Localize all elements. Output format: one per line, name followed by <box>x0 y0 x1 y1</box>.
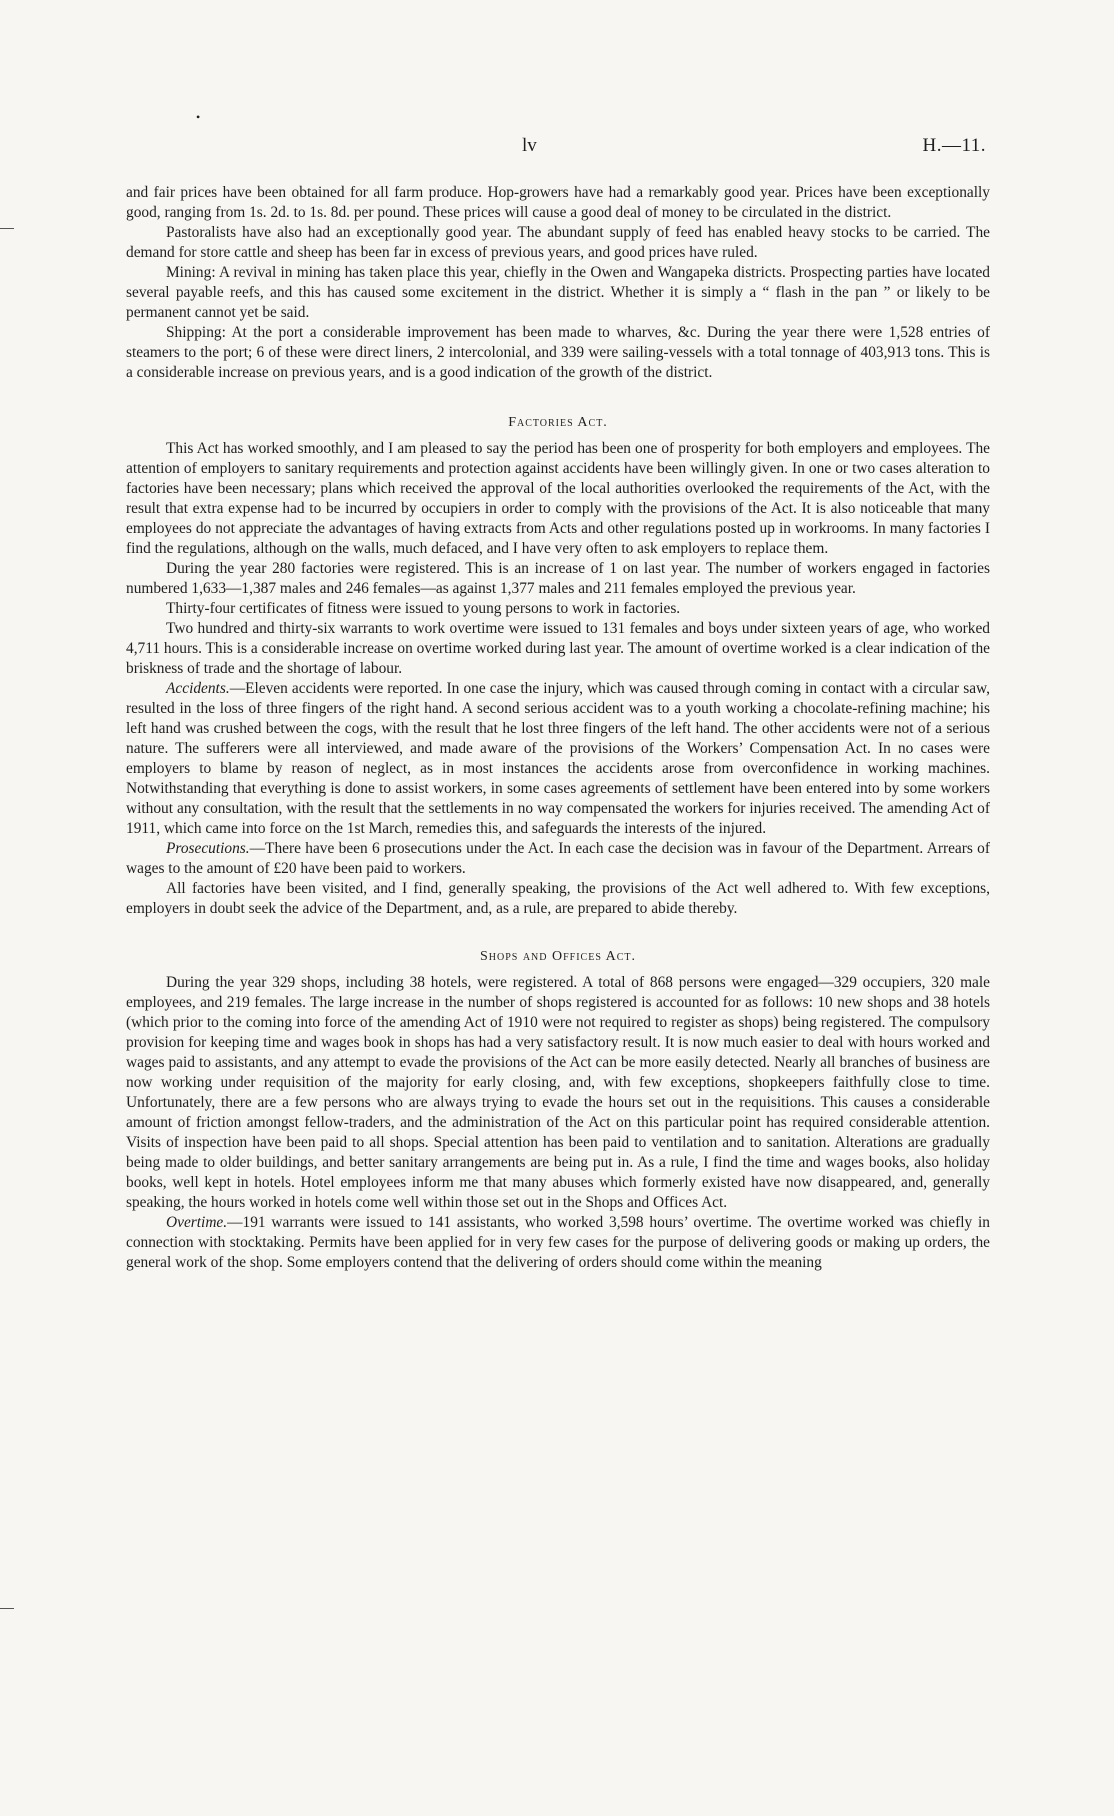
intro-paragraph-mining: Mining: A revival in mining has taken place this year, chiefly in the Owen and Wangapeka districts. Prospecting parties have located several payable reefs, and this has caused some excitement in the district. Whether it is simply a “ flash in the pan ” or likely to be permanent cannot yet be said. <box>126 264 990 321</box>
overtime-text: —191 warrants were issued to 141 assistants, who worked 3,598 hours’ overtime. The overtime worked was chiefly in connection with stocktaking. Permits have been applied for in very few cases for the purpose of delivering goods or making up orders, the general work of the shop. Some employers contend that the delivering of orders should come within the meaning <box>126 1214 990 1271</box>
shops-paragraph-1: During the year 329 shops, including 38 hotels, were registered. A total of 868 persons were engaged—329 occupiers, 320 male employees, and 219 females. The large increase in the number of shops registered is accounted for as follows: 10 new shops and 38 hotels (which prior to the coming into force of the amending Act of 1910 were not required to register as shops) being registered. The compulsory provision for keeping time and wages book in shops has had a very satisfactory result. It is now much easier to deal with hours worked and wages paid to assistants, and any attempt to evade the provisions of the Act can be more easily detected. Nearly all branches of business are now working under requisition of the majority for early closing, and, with few exceptions, shopkeepers faithfully close to time. Unfortunately, there are a few persons who are always trying to evade the hours set out in the requisitions. This causes a considerable amount of friction amongst fellow-traders, and the administration of the Act on this particular point has required considerable attention. Visits of inspection have been paid to all shops. Special attention has been paid to ventilation and to sanitation. Alterations are gradually being made to older buildings, and better sanitary arrangements are being put in. As a rule, I find the time and wages books, also holiday books, well kept in hotels. Hotel employees inform me that many abuses which formerly existed have now disappeared, and, generally speaking, the hours worked in hotels come well within those set out in the Shops and Offices Act. <box>126 974 990 1211</box>
margin-mark-top <box>0 228 14 229</box>
prosecutions-label: Prosecutions. <box>166 840 250 857</box>
factories-prosecutions-paragraph <box>126 839 990 879</box>
page-body <box>126 183 990 1273</box>
page-header <box>0 135 1114 161</box>
factories-act-heading: Factories Act. <box>508 415 608 430</box>
intro-paragraph-farm: and fair prices have been obtained for all farm produce. Hop-growers have had a remarkably good year. Prices have been exceptionally good, ranging from 1s. 2d. to 1s. 8d. per pound. These prices will cause a good deal of money to be circulated in the district. <box>126 184 990 221</box>
shops-overtime-paragraph <box>126 1213 990 1273</box>
overtime-label: Overtime. <box>166 1214 228 1231</box>
shops-offices-act-heading: Shops and Offices Act. <box>479 949 637 964</box>
bullet-mark: • <box>196 110 201 124</box>
factories-paragraph-4: Two hundred and thirty-six warrants to work overtime were issued to 131 females and boys under sixteen years of age, who worked 4,711 hours. This is a considerable increase on overtime worked during last year. The amount of overtime worked is a clear indication of the briskness of trade and the shortage of labour. <box>126 620 990 677</box>
prosecutions-text: —There have been 6 prosecutions under the Act. In each case the decision was in favour of the Department. Arrears of wages to the amount of £20 have been paid to workers. <box>126 840 990 877</box>
factories-paragraph-2: During the year 280 factories were registered. This is an increase of 1 on last year. The number of workers engaged in factories numbered 1,633—1,387 males and 246 females—as against 1,377 males and 211 females employed the previous year. <box>126 560 990 597</box>
intro-paragraph-pastoral: Pastoralists have also had an exceptionally good year. The abundant supply of feed has enabled heavy stocks to be carried. The demand for store cattle and sheep has been far in excess of previous years, and good prices have ruled. <box>126 224 990 261</box>
accidents-label: Accidents. <box>166 680 230 697</box>
factories-paragraph-1: This Act has worked smoothly, and I am pleased to say the period has been one of prosperity for both employers and employees. The attention of employers to sanitary requirements and protection against accidents have been willingly given. In one or two cases alteration to factories have been necessary; plans which received the approval of the local authorities overlooked the requirements of the Act, with the result that extra expense had to be incurred by occupiers in order to comply with the provisions of the Act. It is also noticeable that many employees do not appreciate the advantages of having extracts from Acts and other regulations posted up in workrooms. In many factories I find the regulations, although on the walls, much defaced, and I have very often to ask employers to replace them. <box>126 440 990 557</box>
intro-paragraph-shipping: Shipping: At the port a considerable improvement has been made to wharves, &c. During the year there were 1,528 entries of steamers to the port; 6 of these were direct liners, 2 intercolonial, and 339 were sailing-vessels with a total tonnage of 403,913 tons. This is a considerable increase on previous years, and is a good indication of the growth of the district. <box>126 324 990 381</box>
factories-paragraph-3: Thirty-four certificates of fitness were issued to young persons to work in factories. <box>166 600 681 617</box>
factories-paragraph-7: All factories have been visited, and I find, generally speaking, the provisions of the Act well adhered to. With few exceptions, employers in doubt seek the advice of the Department, and, as a rule, are prepared to abide thereby. <box>126 880 990 917</box>
accidents-text: —Eleven accidents were reported. In one case the injury, which was caused through coming in contact with a circular saw, resulted in the loss of three fingers of the right hand. A second serious accident was to a youth working a chocolate-refining machine; his left hand was crushed between the cogs, with the result that he lost three fingers of the left hand. The other accidents were not of a serious nature. The sufferers were all interviewed, and made aware of the provisions of the Workers’ Compensation Act. In no cases were employers to blame by reason of neglect, as in most instances the accidents arose from overconfidence in working machines. Notwithstanding that everything is done to assist workers, in some cases agreements of settlement have been entered into by some workers without any consultation, with the result that the settlements in no way compensated the workers for injuries received. The amending Act of 1911, which came into force on the 1st March, remedies this, and safeguards the interests of the injured. <box>126 680 990 837</box>
page-reference: H.—11. <box>922 135 986 156</box>
page-number: lv <box>522 135 537 156</box>
factories-accidents-paragraph <box>126 679 990 839</box>
margin-mark-bottom <box>0 1608 14 1609</box>
